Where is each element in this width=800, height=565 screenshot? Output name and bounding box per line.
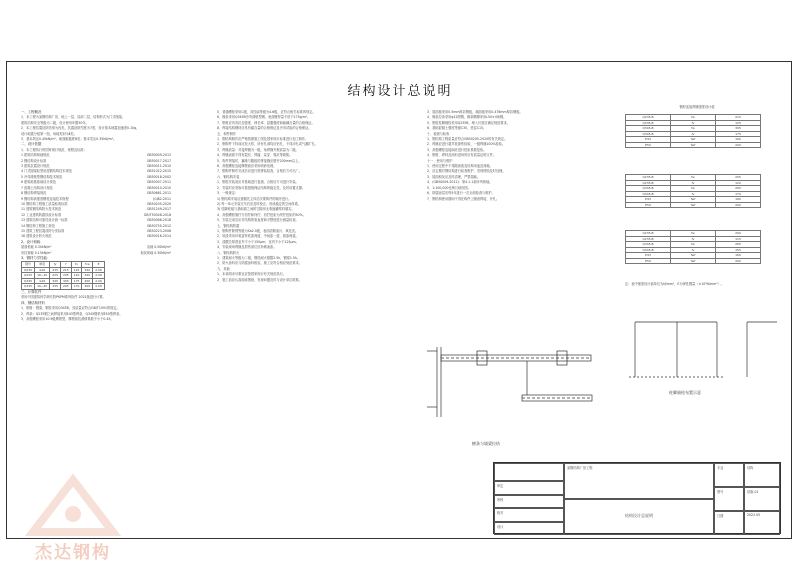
table-cell: 200: [716, 142, 761, 148]
tb-value: 结构: [744, 463, 780, 487]
table-cell: 200: [716, 202, 761, 208]
table-cell: Q345-B: [626, 247, 671, 253]
table-cell: 345: [50, 278, 61, 284]
section-heading: 四、钢结构材料: [21, 300, 45, 305]
code-name: 12 工业建筑防腐蚀设计标准: [21, 212, 62, 217]
table-row: [626, 242, 761, 248]
code-number: GB/T50046-2018: [143, 212, 171, 217]
table-row: [626, 186, 761, 192]
purlin-detail-drawing: [417, 337, 597, 457]
code-number: GB50223-2008: [146, 228, 171, 233]
table-cell: 16~40: [35, 284, 50, 290]
note-line: 4、高强螺栓施拧分初拧和终拧，初拧扭矩为终拧扭矩的50%。: [217, 212, 306, 217]
table-cell: Q235-B: [626, 175, 671, 181]
load-item: 屋面恒载 0.30kN/m²: [21, 245, 52, 250]
tb-role-cell: 校对: [494, 508, 564, 522]
note-line: 设计地震分组第一组，场地类别为Ⅱ类。: [21, 131, 77, 136]
note-line: 3、屋面积灰应及时清理，严禁超载。: [427, 174, 481, 179]
note-line: 2、焊条：Q235钢之间焊接采用E43型焊条，Q345钢采用E50型焊条。: [21, 311, 123, 316]
table-cell: 305: [716, 126, 761, 132]
note-line: 1、本说明未尽事宜应按国家现行有关规范执行。: [217, 272, 286, 277]
tb-label: 专业: [714, 463, 744, 487]
table-cell: 205: [60, 273, 71, 279]
tb-project: 某钢结构厂房工程: [564, 463, 714, 499]
note-line: 3、屋面板采用0.5mm厚彩钢板，墙面板采用0.476mm厚彩钢板。: [427, 110, 523, 114]
table-cell: Q235-B: [626, 120, 671, 126]
triangle-logo-icon: [18, 470, 128, 540]
code-name: 7 混凝土结构设计规范: [21, 185, 53, 190]
note-line: 4、(GB50009-2012)：第4.1.1条所列荷载。: [427, 180, 493, 185]
note-line: 九、其他: [217, 266, 230, 271]
table-row: [626, 175, 761, 181]
table-cell: 120: [71, 273, 82, 279]
note-line: 6、基础混凝土强度等级C30，垫层C15。: [427, 126, 487, 131]
note-line: 2、施工前应认真阅读图纸，发现问题及时与设计单位联系。: [217, 277, 302, 282]
code-name: 14 钢结构工程施工规范: [21, 223, 55, 228]
note-line: 6、檩条采用Q345B冷弯薄壁型钢，表面镀锌量不低于275g/m²。: [217, 115, 311, 120]
code-name: 13 建筑结构可靠性设计统一标准: [21, 218, 68, 223]
header-cell: fv: [71, 262, 82, 268]
code-number: GB50018-2002: [146, 174, 171, 179]
table-cell: fv: [671, 247, 716, 253]
note-line: 7、钢构件制作完成后应进行预拼装检查，合格后方可出厂。: [217, 169, 302, 174]
code-name: 11 建筑钢结构防火技术规范: [21, 207, 62, 212]
note-line: 2) 每一单元安装完毕后应及时校正，形成稳定的空间体系。: [217, 201, 301, 206]
tb-role-cell: 审定: [494, 481, 564, 495]
note-line: 5、安装完成后应对结构的垂直度和平整度进行测量检查。: [217, 218, 299, 223]
drawing-sheet: [6, 61, 792, 539]
table-note: [625, 282, 790, 287]
note-line: 4、焊缝表面不得有裂纹、焊瘤、烧穿、弧坑等缺陷。: [217, 153, 293, 158]
table-cell: 125: [716, 120, 761, 126]
code-number: GB50068-2018: [146, 218, 171, 223]
note-line: 2、安装时应采取可靠措施保证结构的稳定性，及时设置支撑。: [217, 185, 306, 190]
table-cell: 2.06: [93, 278, 105, 284]
table-cell: fwf: [671, 258, 716, 264]
table-row: [626, 120, 761, 126]
table-cell: fv: [671, 191, 716, 197]
code-name: 9 钢结构高强度螺栓连接技术规程: [21, 196, 69, 201]
note-line: 1、本工程执行的国家现行规范、规程及标准：: [21, 147, 87, 152]
code-number: JGJ82-2011: [153, 196, 171, 201]
code-name: 4 门式刚架轻型房屋钢结构技术规范: [21, 169, 72, 174]
table-cell: fv: [671, 120, 716, 126]
note-line: 3、焊缝质量：对接焊缝为一级，角焊缝外观质量为二级。: [217, 147, 299, 152]
table-row: [626, 197, 761, 203]
note-line: 6、高强螺栓连接摩擦面应采用喷砂处理。: [217, 164, 277, 169]
table-cell: 115: [716, 236, 761, 242]
note-line: 4、钢材、焊材及涂料进场时应有质量证明文件。: [427, 153, 496, 158]
notes-column-1: [21, 110, 171, 440]
table-cell: E50: [626, 202, 671, 208]
table-cell: Q235-B: [626, 115, 671, 121]
table-cell: 200: [716, 258, 761, 264]
table-cell: 205: [716, 175, 761, 181]
table-cell: fv: [671, 180, 716, 186]
table-cell: Q345-B: [626, 186, 671, 192]
table-cell: 160: [716, 137, 761, 143]
table-cell: Q345: [22, 284, 35, 290]
table-cell: 170: [716, 191, 761, 197]
table-cell: fw: [671, 186, 716, 192]
load-item: 吊挂荷载 0.15kN/m²: [21, 250, 52, 255]
title-block: [493, 462, 781, 534]
table-cell: 175: [716, 131, 761, 137]
section-heading: 2、设计荷载：: [21, 239, 44, 244]
header-cell: 钢号: [22, 262, 35, 268]
table-cell: 2.06: [93, 267, 105, 273]
note-line: 1、钢结构制作应严格按照施工图及国家现行标准进行加工制作。: [217, 137, 309, 142]
note-line: 1、使用过程中不得随意改变结构用途及荷载。: [427, 164, 493, 169]
notes-column-3: [427, 110, 612, 270]
table-cell: fwf: [671, 197, 716, 203]
table-cell: Q345-B: [626, 126, 671, 132]
table-row: [626, 115, 761, 121]
note-line: 2、底漆采用环氧富锌底漆两道，中间漆一道，面漆两道。: [217, 234, 299, 239]
code-name: 6 建筑地基基础设计规范: [21, 180, 56, 185]
table-cell: 120: [716, 180, 761, 186]
note-line: 2、应定期对钢结构进行检查维护，发现锈蚀及时处理。: [427, 169, 506, 174]
code-number: GB51249-2017: [146, 207, 171, 212]
page-title: 结构设计总说明: [347, 84, 453, 99]
weld-table: [625, 230, 761, 264]
code-number: GB51022-2015: [146, 169, 171, 174]
code-number: GB50011-2010: [146, 164, 171, 169]
header-cell: f: [60, 262, 71, 268]
section-heading: 三、计算软件: [21, 289, 42, 294]
table-cell: Q235: [22, 267, 35, 273]
code-name: 5 冷弯薄壁型钢结构技术规范: [21, 174, 63, 179]
table-cell: 400: [82, 278, 93, 284]
note-line: 1、建筑耐火等级为二级，钢柱耐火极限2.5h，钢梁1.5h。: [217, 255, 301, 260]
tb-value: 2022.05: [744, 511, 780, 535]
header-cell: 厚度: [35, 262, 50, 268]
table-row: [626, 131, 761, 137]
note-line: 注：表中强度设计值单位为N/mm²，E为弹性模量（×10⁵N/mm²）。: [625, 282, 724, 286]
note-line: 3、基本风压0.45kN/m²，地面粗糙度B类；基本雪压0.35kN/m²。: [21, 137, 117, 142]
code-number: GB50755-2012: [146, 223, 171, 228]
note-line: 六、钢结构安装: [217, 174, 240, 179]
watermark-logo: [18, 470, 128, 565]
table-cell: 320: [82, 267, 93, 273]
note-line: 5、普通螺栓采用C级，其性能等级为4.6级，应符合相关标准的规定。: [217, 110, 316, 114]
table-cell: 305: [60, 278, 71, 284]
code-name: 16 建筑设计防火规范: [21, 234, 52, 239]
table-cell: 400: [82, 284, 93, 290]
table-cell: 170: [71, 284, 82, 290]
steel-properties-table: [21, 261, 105, 290]
table-cell: E43: [626, 197, 671, 203]
table-cell: E50: [626, 258, 671, 264]
code-name: 3 建筑抗震设计规范: [21, 164, 50, 169]
table-cell: 235: [50, 267, 61, 273]
note-line: 5、钢柱柱脚锚栓采用Q235B，埋入长度应满足规范要求。: [427, 120, 510, 125]
note-line: 2、防火涂料应与防腐涂料相容，施工应符合相应规范要求。: [217, 261, 302, 266]
note-line: 2、钢构件下料前应放大样，所有孔洞均应钻孔，不得冲孔或气割扩孔。: [217, 142, 318, 147]
note-line: 7、钢结构使用期间不得在构件上随意焊接、开孔。: [427, 196, 500, 201]
table-cell: 215: [60, 267, 71, 273]
table-cell: 175: [71, 278, 82, 284]
code-number: GB50007-2011: [146, 180, 171, 185]
header-cell: E: [93, 262, 105, 268]
note-line: 建筑结构安全等级为二级，设计使用年限50年。: [21, 120, 89, 125]
table-cell: 155: [716, 247, 761, 253]
table-cell: 160: [716, 253, 761, 259]
code-number: GB50205-2020: [146, 201, 171, 206]
table-cell: 225: [50, 273, 61, 279]
table-cell: 320: [82, 273, 93, 279]
table-row: [626, 247, 761, 253]
note-line: 3、漆膜总厚度室外不小于150μm，室内不小于125μm。: [217, 239, 299, 244]
note-line: 1、钢材：钢梁、钢柱采用Q345B，其质量应符合GB/T1591的规定。: [21, 306, 120, 311]
note-line: 2、焊缝应进行超声波探伤检验，一级焊缝100%检验。: [427, 142, 506, 147]
table-row: [626, 236, 761, 242]
note-line: 五、构件制作: [217, 131, 237, 136]
header-cell: fce: [82, 262, 93, 268]
code-name: 10 钢结构工程施工质量验收标准: [21, 201, 68, 206]
table-cell: E43: [626, 137, 671, 143]
table-cell: 2.06: [93, 273, 105, 279]
table-cell: 335: [50, 284, 61, 290]
code-name: 1 建筑结构荷载规范: [21, 153, 50, 158]
weld-strength-table-3: [625, 230, 761, 264]
table-row: [626, 253, 761, 259]
note-line: 5、构件拼接时，翼缘与腹板的拼接缝应错开200mm以上。: [217, 158, 302, 163]
anchor-layout-sketch: [617, 302, 787, 402]
table-cell: E50: [626, 142, 671, 148]
table-cell: Q345-B: [626, 242, 671, 248]
table-cell: 160: [716, 197, 761, 203]
weld-table: [625, 174, 761, 208]
note-line: 3、高强螺栓采用10.9级摩擦型，摩擦面抗滑移系数不小于0.45。: [21, 316, 114, 321]
load-item: 活载 0.50kN/m²: [146, 245, 171, 250]
note-line: 八、钢结构防火: [217, 250, 240, 255]
table-cell: 16~40: [35, 273, 50, 279]
note-line: 1、钢柱安装前应对基础进行复测，合格后方可进行安装。: [217, 180, 299, 185]
table-cell: 295: [60, 284, 71, 290]
load-item: 积灰荷载 0.30kN/m²: [140, 250, 171, 255]
note-line: 采用中国建筑科学研究院PKPM系列软件 2021版进行计算。: [21, 295, 106, 300]
table-cell: 265: [716, 242, 761, 248]
weld-table: [625, 114, 761, 148]
table-cell: fw: [671, 242, 716, 248]
watermark-text: 杰达钢构: [35, 543, 111, 563]
table-cell: ≤16: [35, 278, 50, 284]
note-line: 6、防腐涂层应每5年进行一次全面检查与维护。: [427, 191, 495, 196]
code-name: 15 建筑工程抗震设防分类标准: [21, 228, 65, 233]
section-heading: 一、工程概况: [21, 110, 42, 114]
code-number: GB50017-2017: [146, 158, 171, 163]
table-cell: fwf: [671, 202, 716, 208]
table-row: [626, 202, 761, 208]
note-line: 5、1:100,000比例尺地形图。: [427, 185, 471, 190]
table-cell: Q235-B: [626, 231, 671, 237]
drawing-caption: 檩条与墙梁拉结: [472, 441, 500, 446]
header-cell: fy: [50, 262, 61, 268]
section-heading: 二、设计依据: [21, 142, 42, 147]
table-cell: Q345-B: [626, 131, 671, 137]
note-line: 4、檩条拉条采用φ12圆钢，檩条隅撑采用L50×4角钢。: [427, 115, 507, 120]
note-line: 十、检测与验收: [427, 131, 450, 136]
table-row: [22, 284, 105, 290]
note-line: 1、钢结构工程质量应符合GB50205-2020的有关规定。: [427, 137, 508, 142]
table-cell: 2.06: [93, 284, 105, 290]
table-cell: 125: [71, 267, 82, 273]
table-cell: fv: [671, 131, 716, 137]
weld-strength-table-1: [625, 114, 761, 148]
table-cell: fw: [671, 126, 716, 132]
note-line: 十一、使用与维护: [427, 158, 453, 163]
table-cell: ≤16: [35, 267, 50, 273]
table-row: [626, 137, 761, 143]
code-number: GB50009-2012: [146, 153, 171, 158]
table-cell: Q235-B: [626, 236, 671, 242]
table-row: [626, 142, 761, 148]
code-name: 8 钢结构焊接规范: [21, 191, 47, 196]
table-cell: 295: [716, 186, 761, 192]
table-cell: fw: [671, 115, 716, 121]
tb-value: 结施-01: [744, 487, 780, 511]
table-cell: 200: [716, 231, 761, 237]
note-line: 七、钢结构防腐: [217, 223, 240, 228]
note-line: 1、钢构件除锈等级为Sa2.5级，表面清除油污、氧化皮。: [217, 228, 299, 233]
note-line: 7、钢材应具有抗拉强度、伸长率、屈服强度和硫磷含量的合格保证。: [217, 120, 315, 125]
table-cell: fwf: [671, 142, 716, 148]
section-heading: 3、钢材力学性能：: [21, 255, 51, 260]
note-line: 8、焊接结构钢材应具有碳含量的合格保证及冷弯试验的合格保证。: [217, 126, 312, 131]
tb-role-cell: 设计: [494, 522, 564, 536]
table-row: [626, 191, 761, 197]
note-line: 1、本工程为某钢结构厂房，地上一层，局部二层，结构形式为门式刚架。: [21, 115, 126, 120]
table-cell: fv: [671, 236, 716, 242]
sketch-caption: 柱脚锚栓布置示意: [669, 390, 701, 395]
note-line: 1) 钢结构安装应遵循先主体后次要构件的顺序进行。: [217, 196, 292, 201]
table-title: 钢材连接焊缝强度设计值: [679, 105, 715, 109]
table-cell: Q235: [22, 273, 35, 279]
note-line: 3) 柱脚底板与基础面之间的空隙用无收缩灌浆料填实。: [217, 207, 295, 212]
table-row: [626, 231, 761, 237]
table-cell: fw: [671, 175, 716, 181]
code-number: GB50010-2010: [146, 185, 171, 190]
table-cell: Q235-B: [626, 180, 671, 186]
code-number: GB50661-2011: [146, 191, 171, 196]
table-cell: Q345: [22, 278, 35, 284]
code-name: 2 钢结构设计标准: [21, 158, 47, 163]
note-line: 3、一般规定：: [217, 191, 239, 196]
note-line: 2、本工程抗震设防类别为丙类，抗震设防烈度为7度，设计基本地震加速度0.10g，: [21, 126, 140, 131]
table-cell: fwf: [671, 253, 716, 259]
table-cell: fwf: [671, 137, 716, 143]
tb-role-cell: 审核: [494, 495, 564, 509]
tb-drawing-name: 结构设计总说明: [564, 499, 714, 535]
note-line: 3、高强螺栓连接副应进行扭矩系数复验。: [427, 147, 487, 152]
table-cell: Q345-B: [626, 191, 671, 197]
code-number: GB50016-2014: [146, 234, 171, 239]
tb-project-label: [494, 463, 564, 481]
tb-label: 日期: [714, 511, 744, 535]
table-row: [626, 180, 761, 186]
table-row: [626, 126, 761, 132]
notes-column-2: [217, 110, 392, 450]
table-cell: 215: [716, 115, 761, 121]
note-line: 4、安装现场焊缝及损伤部位应补刷油漆。: [217, 245, 277, 250]
table-cell: E43: [626, 253, 671, 259]
weld-strength-table-2: [625, 174, 761, 208]
tb-label: 图号: [714, 487, 744, 511]
table-cell: fw: [671, 231, 716, 237]
table-row: [626, 258, 761, 264]
